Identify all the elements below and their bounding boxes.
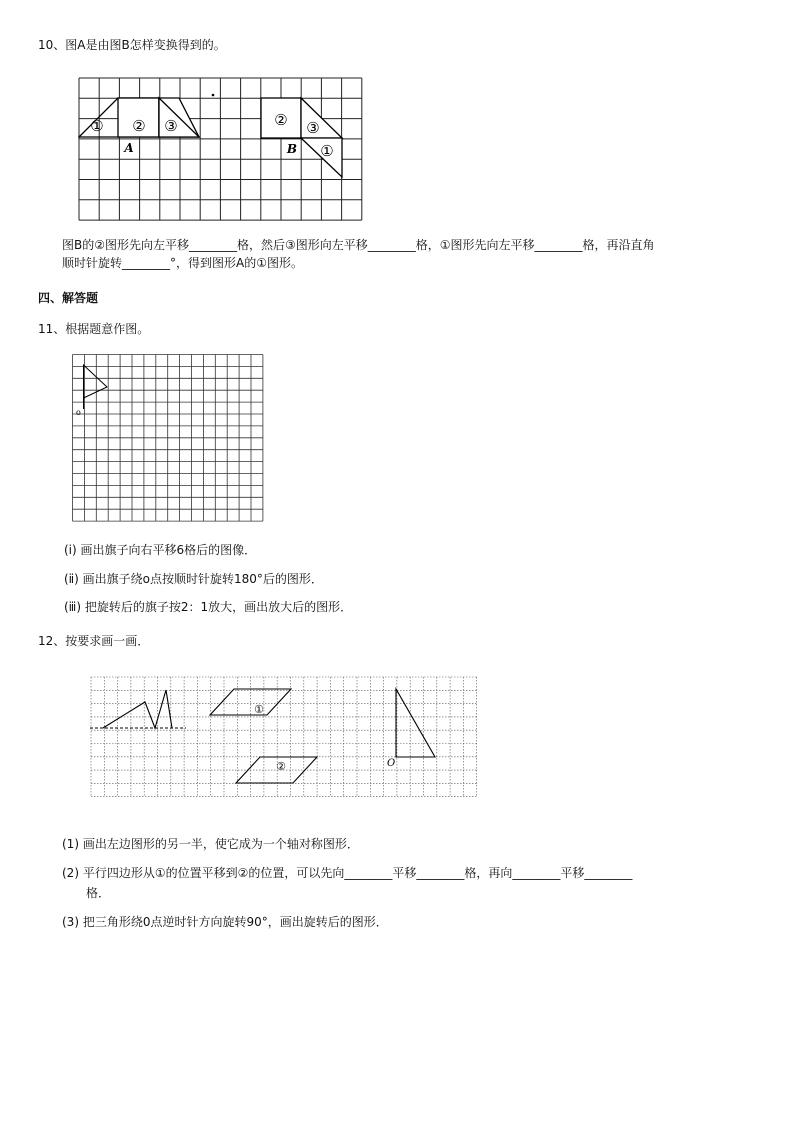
label-b: B (286, 142, 298, 156)
q12-item-3: (3) 把三角形绕0点逆时针方向旋转90°，画出旋转后的图形． (62, 915, 388, 929)
section4-title: 四、解答题 (38, 291, 99, 305)
label-circled-1-b: ① (320, 142, 334, 160)
q10-title: 10、图A是由图B怎样变换得到的。 (38, 38, 226, 52)
q10-grid-figure (78, 77, 364, 221)
q10-line1: 图B的②图形先向左平移________格，然后③图形向左平移________格，①图形先向左平移________格，再沿直角 (62, 238, 655, 252)
label-circled-2-a: ② (132, 117, 146, 135)
q12-grid-figure (90, 676, 478, 798)
q12-item-2b: 格． (86, 886, 111, 900)
label-a: A (124, 141, 134, 155)
label-parallelogram-2: ② (276, 760, 286, 773)
q11-grid-figure (72, 354, 264, 524)
label-circled-1-a: ① (90, 117, 104, 135)
point-o-label-q12: O (387, 758, 396, 769)
label-parallelogram-1: ① (254, 703, 264, 716)
label-circled-3-b: ③ (306, 119, 320, 137)
q12-item-1: (1) 画出左边图形的另一半，使它成为一个轴对称图形． (62, 837, 359, 851)
point-o-label: o (76, 408, 81, 417)
triangle (396, 689, 435, 757)
q11-item-3: (ⅲ) 把旋转后的旗子按2：1放大，画出放大后的图形． (64, 600, 353, 614)
q10-line2: 顺时针旋转________°，得到图形A的①图形。 (62, 256, 303, 270)
half-shape (103, 690, 172, 728)
label-circled-2-b: ② (274, 111, 288, 129)
q12-title: 12、按要求画一画． (38, 634, 150, 648)
q12-item-2a: (2) 平行四边形从①的位置平移到②的位置，可以先向________平移________格，再向________平移________ (62, 866, 633, 880)
q11-item-1: (ⅰ) 画出旗子向右平移6格后的图像． (64, 543, 257, 557)
q11-title: 11、根据题意作图。 (38, 322, 150, 336)
label-circled-3-a: ③ (164, 117, 178, 135)
q11-item-2: (ⅱ) 画出旗子绕o点按顺时针旋转180°后的图形． (64, 572, 323, 586)
